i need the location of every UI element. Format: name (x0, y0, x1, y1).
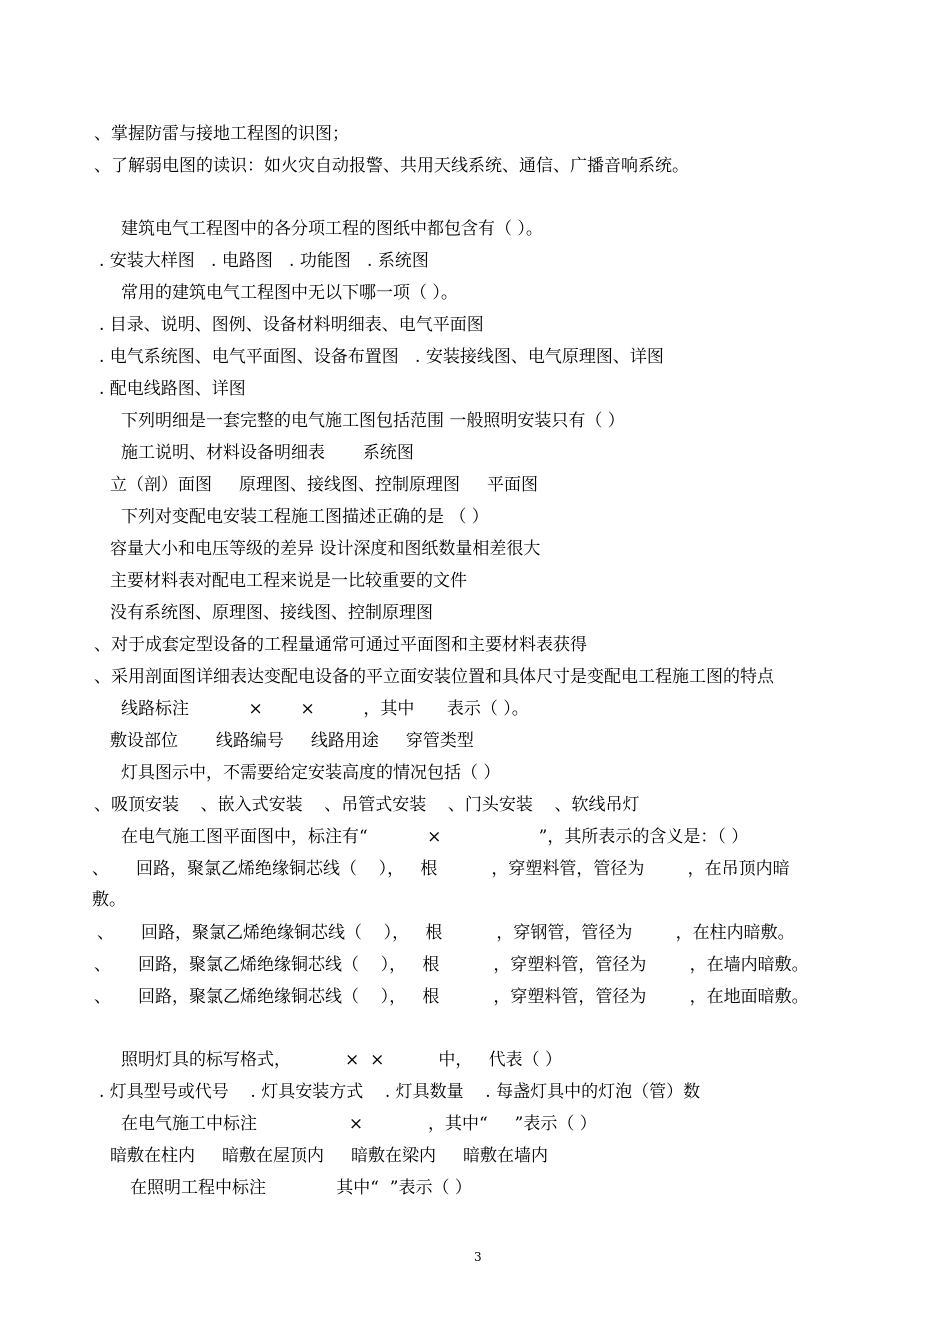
text-line: 在照明工程中标注 其中“ ”表示（ ） (130, 1178, 472, 1198)
text-line: 暗敷在柱内 暗敷在屋顶内 暗敷在梁内 暗敷在墙内 (110, 1146, 549, 1166)
text-line: . 灯具型号或代号 . 灯具安装方式 . 灯具数量 . 每盏灯具中的灯泡（管）数 (99, 1082, 701, 1102)
text-line: . 电气系统图、电气平面图、设备布置图 . 安装接线图、电气原理图、详图 (99, 347, 664, 367)
text-line: 、 回路，聚氯乙烯绝缘铜芯线（ ）， 根 ，穿塑料管，管径为 ，在地面暗敷。 (94, 987, 809, 1007)
text-line: 线路标注 × × ，其中 表示（ ）。 (121, 699, 529, 719)
text-line: 、 回路，聚氯乙烯绝缘铜芯线（ ）， 根 ，穿钢管，管径为 ，在柱内暗敷。 (97, 923, 795, 943)
text-line: 、 回路，聚氯乙烯绝缘铜芯线（ ）， 根 ，穿塑料管，管径为 ，在吊顶内暗 (92, 859, 790, 879)
page-number: 3 (474, 1250, 482, 1264)
text-line: 立（剖）面图 原理图、接线图、控制原理图 平面图 (110, 475, 539, 495)
text-line: . 目录、说明、图例、设备材料明细表、电气平面图 (99, 315, 484, 335)
text-line: 容量大小和电压等级的差异 设计深度和图纸数量相差很大 (110, 539, 541, 559)
text-line: 灯具图示中，不需要给定安装高度的情况包括（ ） (121, 763, 501, 783)
text-line: 、掌握防雷与接地工程图的识图； (94, 124, 349, 144)
text-line: 敷。 (92, 890, 126, 910)
text-line: 施工说明、材料设备明细表 系统图 (121, 443, 414, 463)
text-line: 敷设部位 线路编号 线路用途 穿管类型 (110, 731, 474, 751)
text-line: 、对于成套定型设备的工程量通常可通过平面图和主要材料表获得 (94, 635, 587, 655)
text-line: 没有系统图、原理图、接线图、控制原理图 (110, 603, 433, 623)
text-line: 下列明细是一套完整的电气施工图包括范围 一般照明安装只有（ ） (121, 411, 625, 431)
text-line: 在电气施工中标注 × ，其中“ ”表示（ ） (121, 1114, 597, 1134)
text-line: 建筑电气工程图中的各分项工程的图纸中都包含有（ ）。 (121, 219, 543, 239)
text-line: 照明灯具的标写格式， × × 中， 代表（ ） (121, 1050, 562, 1070)
text-line: 、 回路，聚氯乙烯绝缘铜芯线（ ）， 根 ，穿塑料管，管径为 ，在墙内暗敷。 (94, 955, 809, 975)
text-line: 常用的建筑电气工程图中无以下哪一项（ ）。 (121, 283, 458, 303)
text-line: 主要材料表对配电工程来说是一比较重要的文件 (110, 571, 467, 591)
text-line: 下列对变配电安装工程施工图描述正确的是 （ ） (121, 507, 489, 527)
text-line: 、了解弱电图的读识：如火灾自动报警、共用天线系统、通信、广播音响系统。 (94, 156, 689, 176)
text-line: 、采用剖面图详细表达变配电设备的平立面安装位置和具体尺寸是变配电工程施工图的特点 (94, 667, 774, 687)
text-line: . 安装大样图 . 电路图 . 功能图 . 系统图 (99, 251, 429, 271)
text-line: 、吸顶安装 、嵌入式安装 、吊管式安装 、门头安装 、软线吊灯 (94, 795, 640, 815)
text-line: 在电气施工图平面图中，标注有“ × ”，其所表示的含义是：（ ） (121, 827, 749, 847)
text-line: . 配电线路图、详图 (99, 379, 246, 399)
